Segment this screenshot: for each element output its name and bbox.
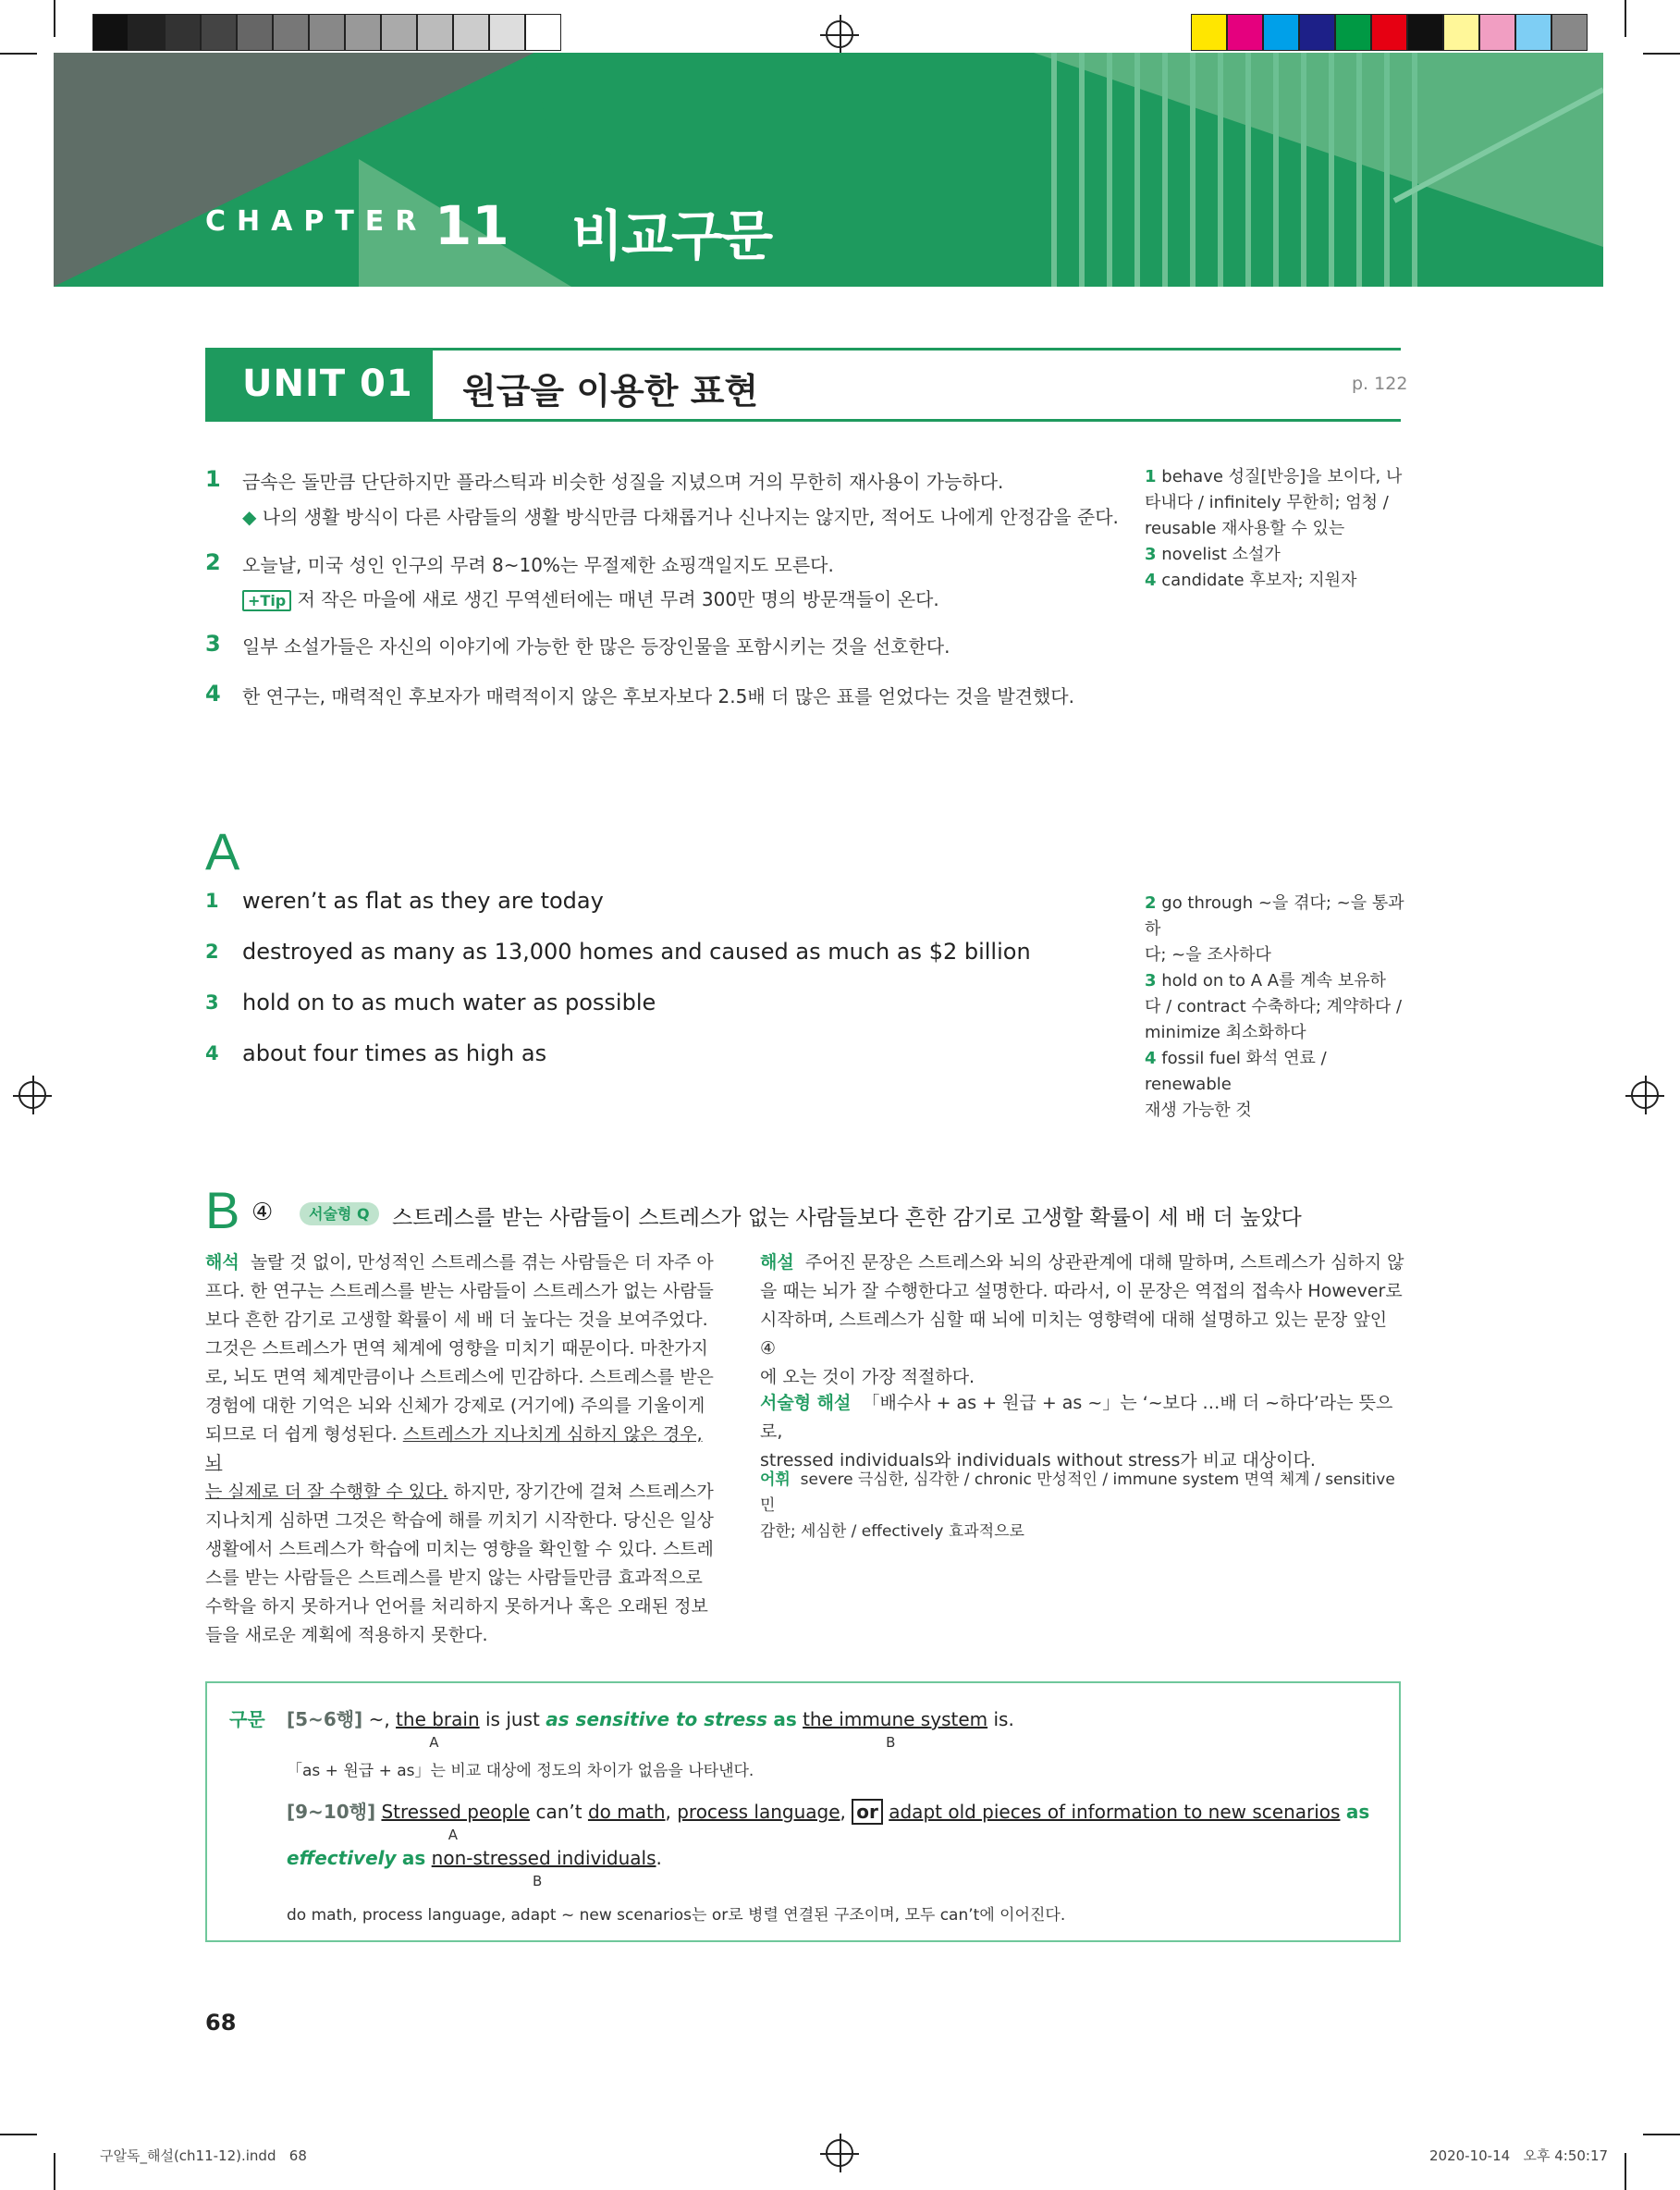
color-swatch [525,14,561,51]
color-swatch [1227,14,1263,51]
item-number: 3 [205,631,221,657]
translation-text: 한 연구는, 매력적인 후보자가 매력적이지 않은 후보자보다 2.5배 더 많은 표를 얻었다는 것을 발견했다. [242,685,1074,707]
color-swatch [1299,14,1335,51]
translation-sub [242,502,1119,529]
translation-sub [242,584,939,611]
essay-answer: 스트레스를 받는 사람들이 스트레스가 없는 사람들보다 흔한 감기로 고생할 확률이 세 배 더 높았다 [392,1206,1302,1230]
color-swatch [1263,14,1299,51]
unit-label: UNIT 01 [242,363,413,405]
vocab-line: 4 candidate 후보자; 지원자 [1145,571,1357,590]
color-swatch [1371,14,1407,51]
item-number: 2 [205,941,219,963]
item-number: 3 [205,991,219,1014]
essay-q-badge: 서술형 Q [300,1202,379,1224]
unit-title: 원급을 이용한 표현 [462,371,759,412]
color-swatch [1407,14,1443,51]
vocab-line: 3 hold on to A A를 계속 보유하 [1145,971,1386,990]
item-number: 4 [205,1042,219,1064]
grammar-note-2: do math, process language, adapt ~ new scenarios는 or로 병렬 연결된 구조이며, 모두 can’t에 이어진다. [287,1906,1066,1925]
color-swatch [1443,14,1479,51]
color-swatch [1191,14,1227,51]
vocab-line: 재생 가능한 것 [1145,1101,1252,1120]
registration-mark-bottom [826,2139,853,2167]
footer-file-name: 구알독_해설(ch11-12).indd 68 [100,2147,307,2164]
item-number: 2 [205,549,221,575]
explanation-label: 해설 [760,1252,794,1273]
color-swatch [345,14,381,51]
page-number: 68 [205,2010,237,2036]
crop-mark [1625,0,1626,37]
color-swatch [417,14,453,51]
crop-mark [0,53,37,55]
chapter-title: 비교구문 [571,204,772,267]
color-swatch [129,14,165,51]
vocab-line: minimize 최소화하다 [1145,1023,1306,1042]
underlined-sentence: 는 실제로 더 잘 수행할 수 있다. [205,1482,448,1502]
color-swatch [201,14,237,51]
section-a-letter: A [205,822,240,880]
item-number: 4 [205,681,221,707]
or-box: or [852,1799,883,1825]
chapter-number: 11 [435,194,509,257]
item-number: 1 [205,466,221,492]
grammar-label: 구문 [229,1708,265,1730]
answer-number: ④ [251,1199,274,1226]
underlined-sentence: 스트레스가 지나치게 심하지 않은 경우, 뇌 [205,1424,703,1473]
registration-mark-top [826,20,853,48]
grammar-line-1: [5~6행] ~, the brain A is just as sensitive to stress as the immune system B is. [287,1708,1014,1751]
translation-sub-text: 나의 생활 방식이 다른 사람들의 생활 방식만큼 다채롭거나 신나지는 않지만, 적어도 나에게 안정감을 준다. [262,506,1119,528]
crop-mark [1625,2153,1626,2190]
header-decoration [54,53,1603,287]
diamond-icon: ◆ [242,506,257,528]
grammar-note-1: 「as + 원급 + as」는 비교 대상에 정도의 차이가 없음을 나타낸다. [287,1762,754,1780]
footer-timestamp: 2020-10-14 오후 4:50:17 [1429,2147,1609,2164]
vocab-sidebar-2 [1145,891,1413,1124]
registration-mark-left [18,1081,46,1109]
color-swatch [309,14,345,51]
crop-mark [54,2153,55,2190]
essay-explanation: 서술형 해설 「배수사 + as + 원급 + as ~」는 ‘~보다 …배 더 ~하다’라는 뜻으로, stressed individuals와 individuals without stress가 비교 대상이다. [760,1393,1393,1470]
answer-text: hold on to as much water as possible [242,990,656,1015]
color-swatch [273,14,309,51]
chapter-header-band [54,53,1603,287]
vocab-line: 3 novelist 소설가 [1145,545,1281,564]
vocab-line: 2 go through ~을 겪다; ~을 통과하 [1145,893,1404,939]
answer-text: destroyed as many as 13,000 homes and caused as much as $2 billion [242,939,1031,965]
vocab-line: 4 fossil fuel 화석 연료 / renewable [1145,1049,1327,1094]
vocab-line: 다; ~을 조사하다 [1145,945,1271,965]
answer-text: about four times as high as [242,1040,547,1066]
translation-sub-text: 저 작은 마을에 새로 생긴 무역센터에는 매년 무려 300만 명의 방문객들이 온다. [297,588,939,610]
registration-mark-right [1631,1081,1659,1109]
color-swatch [1551,14,1588,51]
color-swatch [381,14,417,51]
translation-text: 오늘날, 미국 성인 인구의 무려 8~10%는 무절제한 쇼핑객일지도 모른다. [242,554,834,576]
color-swatch [165,14,201,51]
unit-bottom-rule [205,419,1401,422]
vocab-sidebar-1 [1145,464,1413,594]
crop-mark [1643,53,1680,55]
color-swatch [92,14,129,51]
tip-badge: +Tip [242,590,291,611]
crop-mark [54,0,55,37]
chapter-label: CHAPTER [205,205,428,238]
vocab-line: 다 / contract 수축하다; 계약하다 / [1145,997,1403,1016]
crop-mark [0,2134,37,2135]
color-swatch [489,14,525,51]
translation-paragraph: 해석 놀랄 것 없이, 만성적인 스트레스를 겪는 사람들은 더 자주 아 프다. 한 연구는 스트레스를 받는 사람들이 스트레스가 없는 사람들 보다 흔한 감기로 고생할 확률이 세 배 더 높다는 것을 보여주었다. 그것은 스트레스가 면역 체계에 영향을 미치기 때문이다. 마찬가지 로, 뇌도 면역 체계만큼이나 스트레스에 민감하다. 스트레스를 받은 경험에 대한 기억은 뇌와 신체가 강제로 (거기에) 주의를 기울이게 되므로 더 쉽게 형성된다. 스트레스가 지나치게 심하지 않은 경우, 뇌 는 실제로 더 잘 수행할 수 있다. 하지만, 장기간에 걸쳐 스트레스가 지나치게 심하면 그것은 학습에 해를 끼치기 시작한다. 당신은 일상 생활에서 스트레스가 학습에 미치는 영향을 확인할 수 있다. 스트레 스를 받는 사람들은 스트레스를 받지 않는 사람들만큼 효과적으로 수학을 하지 못하거나 언어를 처리하지 못하거나 혹은 오래된 정보 들을 새로운 계획에 적용하지 못한다. [205,1252,714,1645]
grammar-line-3: effectively as non-stressed individuals B . [287,1847,662,1889]
vocab-paragraph: 어휘 severe 극심한, 심각한 / chronic 만성적인 / immune system 면역 체계 / sensitive 민 감한; 세심한 / effectively 효과적으로 [760,1470,1395,1541]
vocab-line: 타내다 / infinitely 무한히; 엄청 / [1145,493,1389,512]
item-number: 1 [205,890,219,912]
color-swatch [1479,14,1515,51]
answer-text: weren’t as flat as they are today [242,888,604,914]
vocab-line: 1 behave 성질[반응]을 보이다, 나 [1145,467,1403,486]
translation-label: 해석 [205,1252,239,1273]
crop-mark [1643,2134,1680,2135]
vocab-label: 어휘 [760,1470,791,1489]
grammar-line-2: [9~10행] Stressed people A can’t do math, process language, or adapt old pieces of information to new scenarios as [287,1801,1370,1843]
color-swatch [1335,14,1371,51]
unit-page-ref: p. 122 [1352,374,1408,394]
essay-label: 서술형 해설 [760,1393,852,1413]
vocab-line: reusable 재사용할 수 있는 [1145,519,1345,538]
color-swatch [453,14,489,51]
color-swatch [237,14,273,51]
explanation-paragraph: 해설 주어진 문장은 스트레스와 뇌의 상관관계에 대해 말하며, 스트레스가 심하지 않 을 때는 뇌가 잘 수행한다고 설명한다. 따라서, 이 문장은 역접의 접속사 However로 시작하며, 스트레스가 심할 때 뇌에 미치는 영향력에 대해 설명하고 있는 문장 앞인 ④ 에 오는 것이 가장 적절하다. [760,1252,1404,1387]
section-b-letter: B [205,1181,240,1239]
translation-text: 일부 소설가들은 자신의 이야기에 가능한 한 많은 등장인물을 포함시키는 것을 선호한다. [242,635,950,658]
translation-text: 금속은 돌만큼 단단하지만 플라스틱과 비슷한 성질을 지녔으며 거의 무한히 재사용이 가능하다. [242,471,1004,493]
color-swatch [1515,14,1551,51]
